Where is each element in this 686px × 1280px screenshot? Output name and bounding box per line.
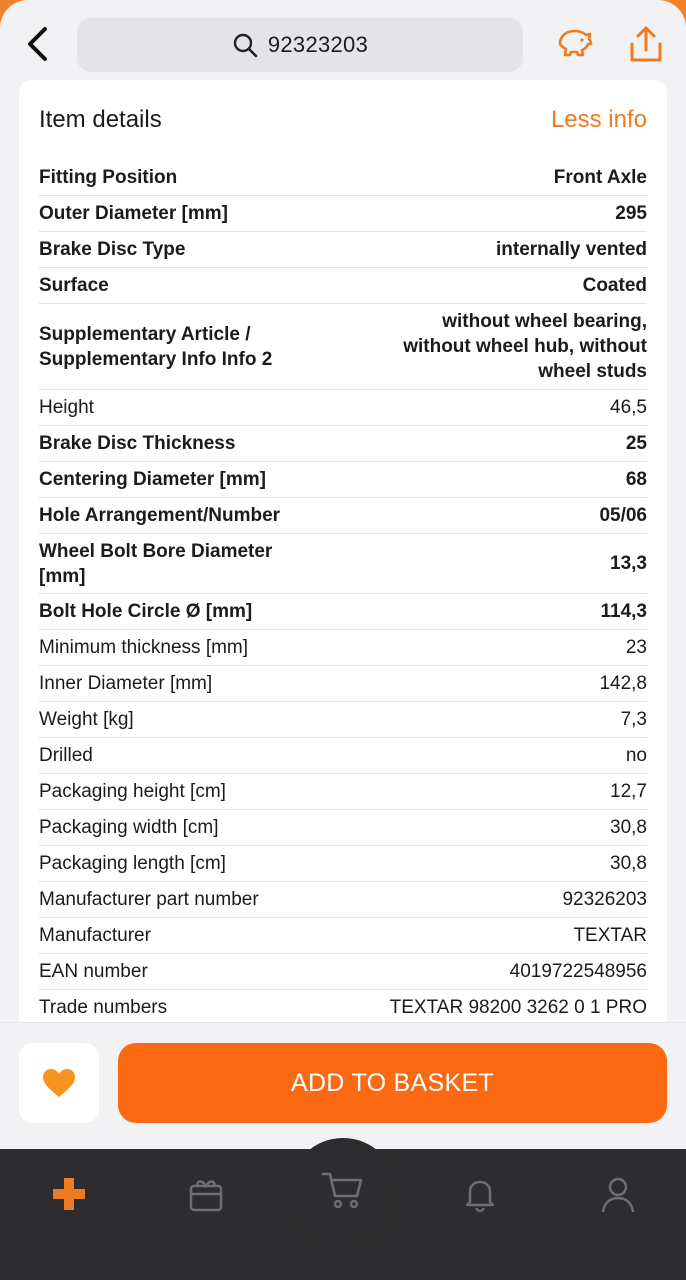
card-title: Item details (39, 106, 162, 133)
table-row (39, 810, 647, 846)
row-value: TEXTAR 98200 3262 0 1 PRO (389, 997, 647, 1018)
table-row (39, 426, 647, 462)
table-row (39, 918, 647, 954)
row-value: Coated (582, 275, 647, 296)
row-label: Packaging width [cm] (39, 817, 219, 838)
cart-icon (319, 1166, 367, 1214)
row-label: Manufacturer part number (39, 889, 259, 910)
less-info-link[interactable]: Less info (550, 106, 647, 133)
row-label: Manufacturer (39, 925, 151, 946)
row-value: 30,8 (610, 853, 647, 874)
row-value: 4019722548956 (509, 961, 647, 982)
row-label: Height (39, 397, 94, 418)
tab-profile[interactable] (593, 1169, 643, 1219)
heart-icon (42, 1068, 76, 1098)
share-button[interactable] (626, 22, 666, 66)
row-label: Hole Arrangement/Number (39, 505, 281, 526)
row-value: 25 (625, 433, 647, 454)
row-label: Inner Diameter [mm] (39, 673, 213, 694)
action-bar (0, 1022, 686, 1150)
row-label: Surface (39, 275, 109, 296)
table-row (39, 390, 647, 426)
row-value: 46,5 (610, 397, 647, 418)
search-input[interactable] (77, 18, 523, 72)
row-value: 114,3 (600, 601, 647, 622)
favorite-button[interactable] (19, 1043, 99, 1123)
row-label: Minimum thickness [mm] (39, 637, 249, 658)
details-table (19, 160, 667, 1026)
row-label: Bolt Hole Circle Ø [mm] (39, 601, 253, 622)
tab-notifications[interactable] (455, 1169, 505, 1219)
table-row (39, 774, 647, 810)
row-value: 92326203 (562, 889, 647, 910)
table-row (39, 462, 647, 498)
row-value: without wheel bearing, without wheel hub, without wheel studs (403, 311, 647, 382)
row-value: internally vented (496, 239, 647, 260)
table-row (39, 738, 647, 774)
home-icon (49, 1174, 89, 1214)
row-value: 23 (625, 637, 647, 658)
tab-gifts[interactable] (181, 1169, 231, 1219)
search-query: 92323203 (267, 32, 369, 57)
row-label: EAN number (39, 961, 148, 982)
row-label: Trade numbers (39, 997, 168, 1018)
back-button[interactable] (18, 22, 58, 66)
row-value: 13,3 (610, 553, 647, 574)
bell-icon (460, 1174, 500, 1214)
piggy-bank-button[interactable] (552, 22, 596, 66)
row-value: 68 (625, 469, 647, 490)
share-icon (626, 22, 666, 66)
row-label: Brake Disc Thickness (39, 433, 236, 454)
table-row (39, 882, 647, 918)
table-row (39, 702, 647, 738)
row-value: TEXTAR (573, 925, 647, 946)
table-row (39, 954, 647, 990)
row-label: Fitting Position (39, 167, 178, 188)
table-row (39, 990, 647, 1026)
chevron-left-icon (25, 25, 51, 63)
table-row (39, 846, 647, 882)
table-row (39, 304, 647, 390)
row-value: 142,8 (599, 673, 647, 694)
profile-icon (598, 1174, 638, 1214)
piggy-bank-icon (552, 22, 596, 66)
table-row (39, 498, 647, 534)
row-label: Packaging length [cm] (39, 853, 226, 874)
row-label: Wheel Bolt Bore Diameter [mm] (39, 540, 273, 587)
table-row (39, 534, 647, 594)
table-row (39, 268, 647, 304)
row-label: Weight [kg] (39, 709, 134, 730)
add-to-basket-button[interactable]: ADD TO BASKET (118, 1043, 667, 1123)
table-row (39, 196, 647, 232)
table-row (39, 594, 647, 630)
table-row (39, 630, 647, 666)
row-value: 05/06 (599, 505, 647, 526)
table-row (39, 666, 647, 702)
row-label: Supplementary Article / Supplementary Info Info 2 (39, 323, 273, 370)
card-header (19, 80, 667, 160)
tab-cart[interactable] (289, 1138, 397, 1246)
row-label: Brake Disc Type (39, 239, 186, 260)
row-label: Outer Diameter [mm] (39, 203, 228, 224)
row-value: Front Axle (553, 167, 647, 188)
row-value: 12,7 (610, 781, 647, 802)
search-icon (232, 32, 258, 58)
row-value: 295 (615, 203, 647, 224)
tab-home[interactable] (44, 1169, 94, 1219)
item-details-card (19, 80, 667, 1040)
row-value: no (625, 745, 647, 766)
row-label: Drilled (39, 745, 93, 766)
top-bar (0, 0, 686, 90)
table-row (39, 232, 647, 268)
row-label: Packaging height [cm] (39, 781, 226, 802)
row-value: 30,8 (610, 817, 647, 838)
gift-icon (186, 1174, 226, 1214)
row-value: 7,3 (620, 709, 647, 730)
table-row (39, 160, 647, 196)
row-label: Centering Diameter [mm] (39, 469, 266, 490)
